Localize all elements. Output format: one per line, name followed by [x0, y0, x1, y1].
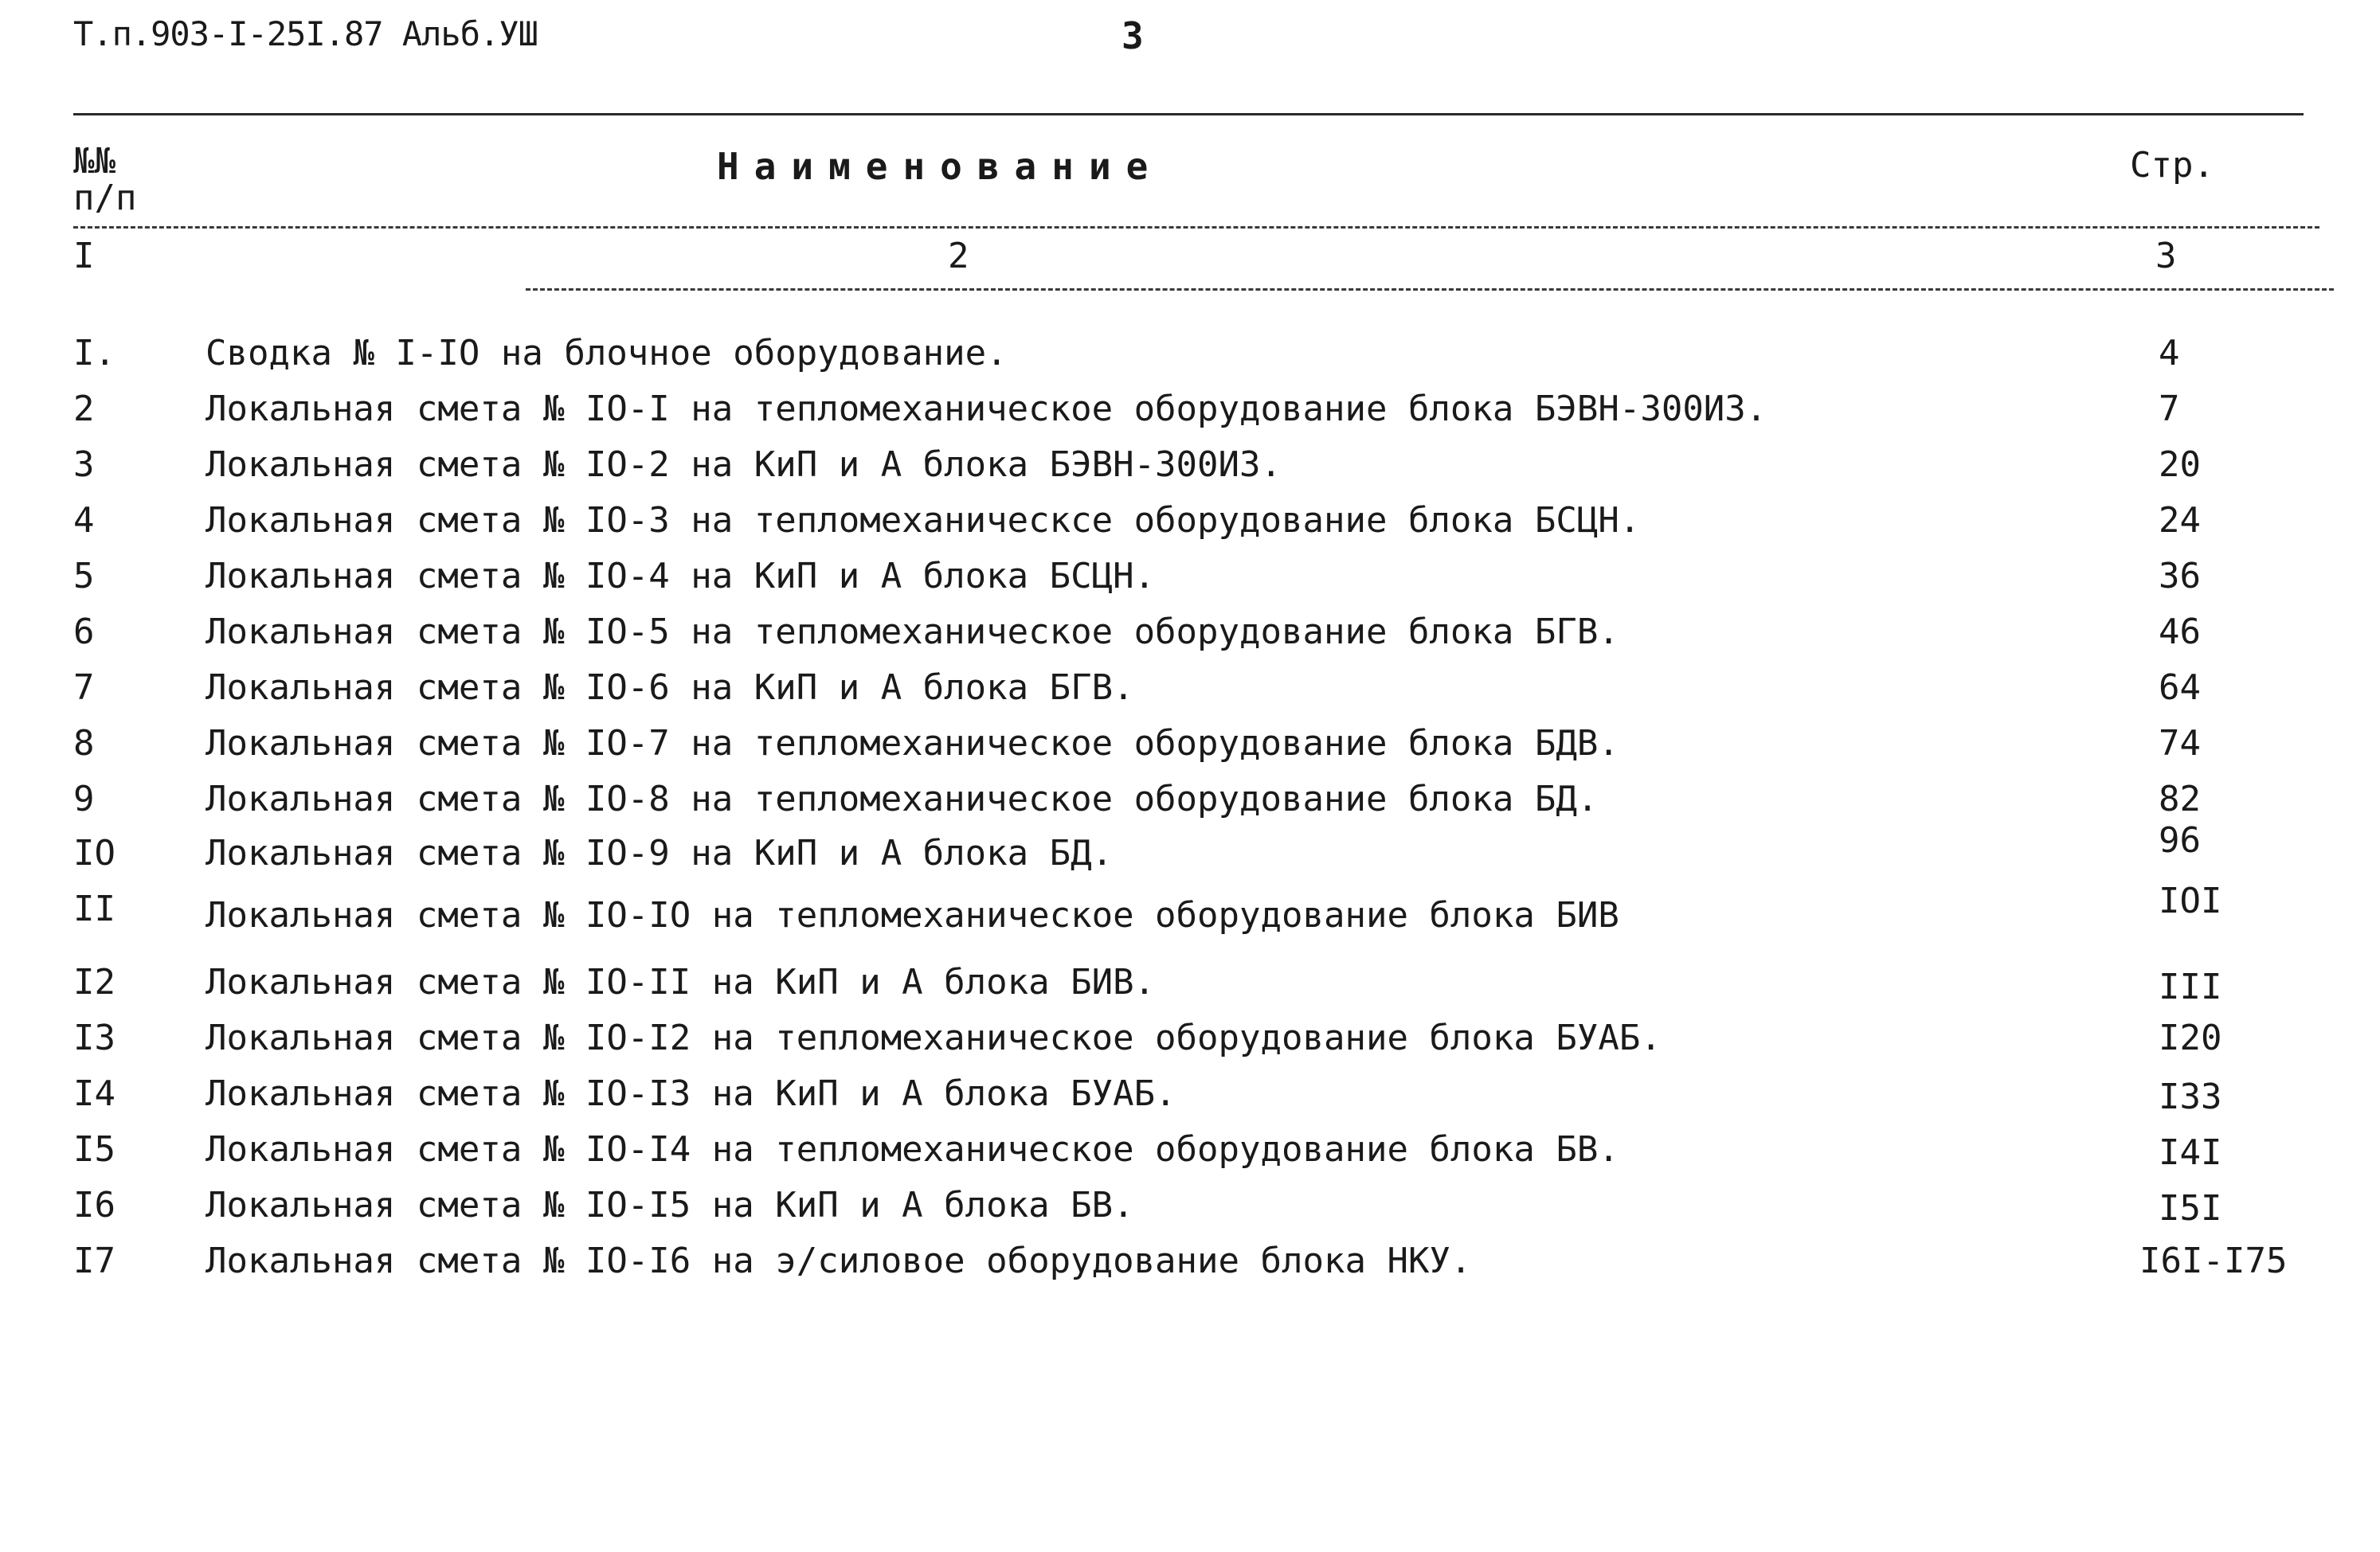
- row-page: 36: [2159, 556, 2201, 596]
- toc-row: [0, 664, 2380, 712]
- column-number-3: 3: [2155, 236, 2177, 276]
- row-number: 4: [73, 500, 95, 541]
- toc-row: [0, 959, 2380, 1007]
- row-page: 4: [2159, 333, 2180, 373]
- column-number-2: 2: [948, 236, 969, 276]
- row-number: IO: [73, 833, 115, 874]
- toc-row: [0, 1014, 2380, 1062]
- row-title: Локальная смета № IO-9 на КиП и А блока БД.: [206, 833, 1114, 874]
- column-number-1: I: [73, 236, 95, 276]
- row-title: Локальная смета № IO-I4 на тепломеханическое оборудование блока БВ.: [206, 1129, 1619, 1170]
- document-code: Т.п.903-I-25I.87 Альб.УШ: [73, 14, 538, 53]
- column-header-name: Наименование: [717, 145, 1164, 188]
- row-number: II: [73, 889, 115, 929]
- row-number: I2: [73, 962, 115, 1003]
- column-number-rule: [526, 288, 2334, 291]
- row-title: Локальная смета № IO-I5 на КиП и А блока БВ.: [206, 1185, 1134, 1226]
- row-title: Локальная смета № IO-3 на тепломеханическсе оборудование блока БСЦН.: [206, 500, 1641, 541]
- toc-row: [0, 820, 2380, 878]
- toc-row: [0, 608, 2380, 656]
- row-page: 64: [2159, 667, 2201, 708]
- toc-row: [0, 497, 2380, 545]
- toc-row: [0, 1182, 2380, 1229]
- row-number: 2: [73, 389, 95, 429]
- row-page: I4I: [2159, 1132, 2222, 1173]
- row-title: Локальная смета № IO-2 на КиП и А блока БЭВН-300ИЗ.: [206, 444, 1282, 485]
- row-page: 46: [2159, 612, 2201, 652]
- row-number: 8: [73, 723, 95, 764]
- row-page: 7: [2159, 389, 2180, 429]
- row-page: I6I-I75: [2139, 1241, 2288, 1281]
- row-page: 20: [2159, 444, 2201, 485]
- toc-row: [0, 553, 2380, 600]
- row-title: Локальная смета № IO-II на КиП и А блока БИВ.: [206, 962, 1156, 1003]
- row-title: Локальная смета № IO-I на тепломеханическое оборудование блока БЭВН-300ИЗ.: [206, 389, 1767, 429]
- column-header-number: №№: [73, 141, 115, 182]
- row-title: Локальная смета № IO-IO на тепломеханическое оборудование блока БИВ: [206, 895, 1619, 936]
- toc-row: [0, 330, 2380, 377]
- column-header-page: Стр.: [2130, 145, 2214, 186]
- row-title: Локальная смета № IO-5 на тепломеханическое оборудование блока БГВ.: [206, 612, 1619, 652]
- row-number: I4: [73, 1073, 115, 1114]
- toc-row: [0, 881, 2380, 936]
- row-title: Сводка № I-IO на блочное оборудование.: [206, 333, 1008, 373]
- toc-row: [0, 441, 2380, 489]
- header-divider-rule: [73, 226, 2319, 229]
- row-title: Локальная смета № IO-7 на тепломеханическое оборудование блока БДВ.: [206, 723, 1619, 764]
- row-title: Локальная смета № IO-8 на тепломеханическое оборудование блока БД.: [206, 779, 1599, 819]
- row-page: IOI: [2159, 881, 2222, 921]
- row-number: 3: [73, 444, 95, 485]
- row-title: Локальная смета № IO-6 на КиП и А блока БГВ.: [206, 667, 1134, 708]
- row-page: 74: [2159, 723, 2201, 764]
- row-number: I.: [73, 333, 115, 373]
- row-title: Локальная смета № IO-I3 на КиП и А блока БУАБ.: [206, 1073, 1176, 1114]
- row-number: 9: [73, 779, 95, 819]
- row-number: 7: [73, 667, 95, 708]
- row-page: I20: [2159, 1018, 2222, 1058]
- toc-row: [0, 1070, 2380, 1118]
- row-number: 6: [73, 612, 95, 652]
- row-number: I6: [73, 1185, 115, 1226]
- row-number: I3: [73, 1018, 115, 1058]
- toc-row: [0, 1237, 2380, 1285]
- row-title: Локальная смета № IO-4 на КиП и А блока БСЦН.: [206, 556, 1156, 596]
- toc-row: [0, 385, 2380, 433]
- row-page: 24: [2159, 500, 2201, 541]
- row-number: 5: [73, 556, 95, 596]
- row-page: III: [2159, 967, 2222, 1007]
- page-number: 3: [1121, 14, 1144, 57]
- row-page: I5I: [2159, 1188, 2222, 1229]
- row-title: Локальная смета № IO-I6 на э/силовое оборудование блока НКУ.: [206, 1241, 1472, 1281]
- toc-row: [0, 1126, 2380, 1174]
- row-page: 96: [2159, 820, 2201, 861]
- toc-row: [0, 776, 2380, 823]
- row-page: 82: [2159, 779, 2201, 819]
- table-top-rule: [73, 113, 2304, 115]
- row-page: I33: [2159, 1077, 2222, 1117]
- row-number: I5: [73, 1129, 115, 1170]
- row-number: I7: [73, 1241, 115, 1281]
- row-title: Локальная смета № IO-I2 на тепломеханическое оборудование блока БУАБ.: [206, 1018, 1662, 1058]
- column-header-number-sub: п/п: [73, 178, 137, 218]
- toc-row: [0, 720, 2380, 768]
